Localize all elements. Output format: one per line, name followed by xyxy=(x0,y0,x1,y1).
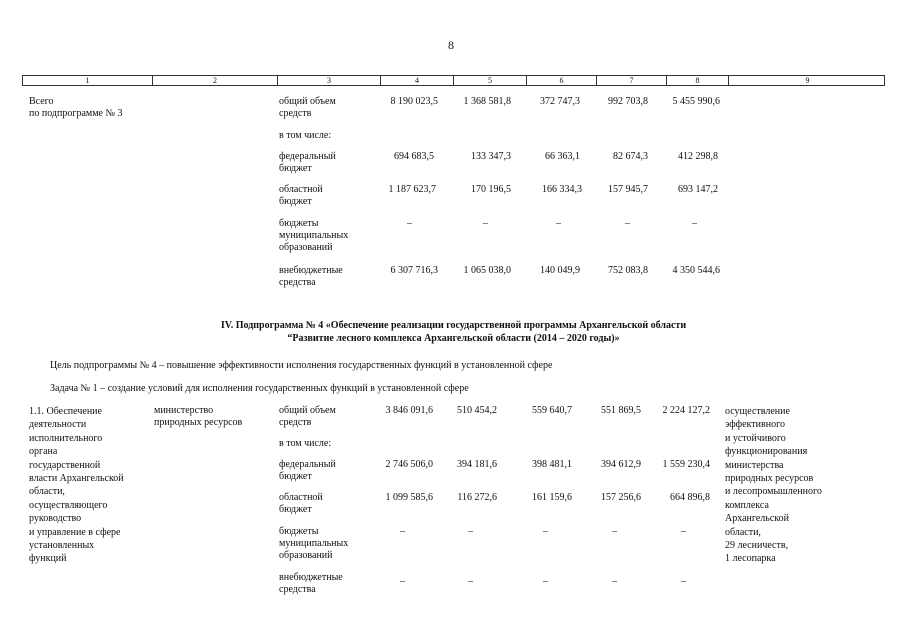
block2-cell: 3 846 091,6 xyxy=(385,405,433,416)
block2-cell: 664 896,8 xyxy=(670,492,710,503)
block2-cell: 1 559 230,4 xyxy=(662,459,710,470)
block2-row-label: внебюджетные средства xyxy=(279,572,343,595)
block2-cell: 394 612,9 xyxy=(601,459,641,470)
block2-cell: 394 181,6 xyxy=(457,459,497,470)
subprogram-task: Задача № 1 – создание условий для исполнения государственных функций в установленной сфере xyxy=(50,383,469,394)
block1-cell: 1 187 623,7 xyxy=(388,184,436,195)
block2-row-label: бюджеты муниципальных образований xyxy=(279,526,349,561)
block1-cell: 82 674,3 xyxy=(613,151,648,162)
header-col-2: 2 xyxy=(153,76,278,85)
block2-result: осуществление эффективного и устойчивого функционирования министерства природных ресурсов и лесопромышленного комплекса Архангельской области, 29 лесничеств, 1 лесопарка xyxy=(725,406,822,565)
block1-row-label: бюджеты муниципальных образований xyxy=(279,218,349,253)
block2-cell: – xyxy=(612,526,617,537)
block2-cell: 157 256,6 xyxy=(601,492,641,503)
block1-cell: 372 747,3 xyxy=(540,96,580,107)
block2-cell: – xyxy=(468,576,473,587)
block2-cell: – xyxy=(681,576,686,587)
block1-cell: – xyxy=(556,218,561,229)
block1-cell: 6 307 716,3 xyxy=(390,265,438,276)
block2-cell: 510 454,2 xyxy=(457,405,497,416)
block2-row-label: федеральный бюджет xyxy=(279,459,336,482)
block1-cell: – xyxy=(407,218,412,229)
block2-cell: 1 099 585,6 xyxy=(385,492,433,503)
header-col-1: 1 xyxy=(23,76,153,85)
block1-cell: 693 147,2 xyxy=(678,184,718,195)
block2-cell: – xyxy=(400,576,405,587)
block1-row-label: внебюджетные средства xyxy=(279,265,343,288)
block1-row-label: областной бюджет xyxy=(279,184,323,207)
block1-row-label: общий объем средств xyxy=(279,96,336,119)
header-col-9: 9 xyxy=(805,76,810,85)
block1-cell: 66 363,1 xyxy=(545,151,580,162)
header-col-3: 3 xyxy=(278,76,381,85)
block1-cell: 412 298,8 xyxy=(678,151,718,162)
header-col-6: 6 xyxy=(527,76,597,85)
block2-cell: – xyxy=(612,576,617,587)
block1-cell: 1 065 038,0 xyxy=(463,265,511,276)
block1-cell: 8 190 023,5 xyxy=(390,96,438,107)
block1-cell: – xyxy=(483,218,488,229)
block2-row-label: общий объем средств xyxy=(279,405,336,428)
block2-row-label: областной бюджет xyxy=(279,492,323,515)
block1-cell: 4 350 544,6 xyxy=(672,265,720,276)
block2-cell: 559 640,7 xyxy=(532,405,572,416)
block1-cell: 170 196,5 xyxy=(471,184,511,195)
header-col-4: 4 xyxy=(381,76,454,85)
block2-cell: 161 159,6 xyxy=(532,492,572,503)
section-title-line2: “Развитие лесного комплекса Архангельской области (2014 – 2020 годы)» xyxy=(287,333,620,344)
block2-cell: 2 746 506,0 xyxy=(385,459,433,470)
block1-cell: – xyxy=(692,218,697,229)
block2-row-label: в том числе: xyxy=(279,438,332,449)
block2-cell: 398 481,1 xyxy=(532,459,572,470)
section-title-line1: IV. Подпрограмма № 4 «Обеспечение реализации государственной программы Архангельской области xyxy=(220,320,687,331)
block1-row-label: в том числе: xyxy=(279,130,332,141)
block1-cell: 752 083,8 xyxy=(608,265,648,276)
block2-cell: – xyxy=(400,526,405,537)
block2-cell: – xyxy=(543,576,548,587)
block2-executor: министерство природных ресурсов xyxy=(154,405,243,428)
block1-cell: – xyxy=(625,218,630,229)
block1-cell: 992 703,8 xyxy=(608,96,648,107)
block1-cell: 1 368 581,8 xyxy=(463,96,511,107)
block2-cell: – xyxy=(468,526,473,537)
page-number: 8 xyxy=(448,38,454,52)
header-col-8: 8 xyxy=(667,76,729,85)
block2-cell: 551 869,5 xyxy=(601,405,641,416)
block2-cell: 2 224 127,2 xyxy=(662,405,710,416)
table-header-row xyxy=(22,75,885,86)
block1-cell: 166 334,3 xyxy=(542,184,582,195)
block1-cell: 5 455 990,6 xyxy=(672,96,720,107)
block2-cell: – xyxy=(681,526,686,537)
block2-cell: – xyxy=(543,526,548,537)
block1-cell: 157 945,7 xyxy=(608,184,648,195)
subprogram-goal: Цель подпрограммы № 4 – повышение эффективности исполнения государственных функций в установленной сфере xyxy=(50,360,553,371)
header-col-5: 5 xyxy=(454,76,527,85)
block2-activity-name: 1.1. Обеспечение деятельности исполнительного органа государственной власти Архангельской области, осуществляющего руководство и управление в сфере установленных функций xyxy=(29,406,124,565)
block2-cell: 116 272,6 xyxy=(457,492,497,503)
block1-cell: 694 683,5 xyxy=(394,151,434,162)
header-col-7: 7 xyxy=(597,76,667,85)
block1-title: Всего по подпрограмме № 3 xyxy=(29,96,123,119)
block1-cell: 133 347,3 xyxy=(471,151,511,162)
block1-cell: 140 049,9 xyxy=(540,265,580,276)
block1-row-label: федеральный бюджет xyxy=(279,151,336,174)
